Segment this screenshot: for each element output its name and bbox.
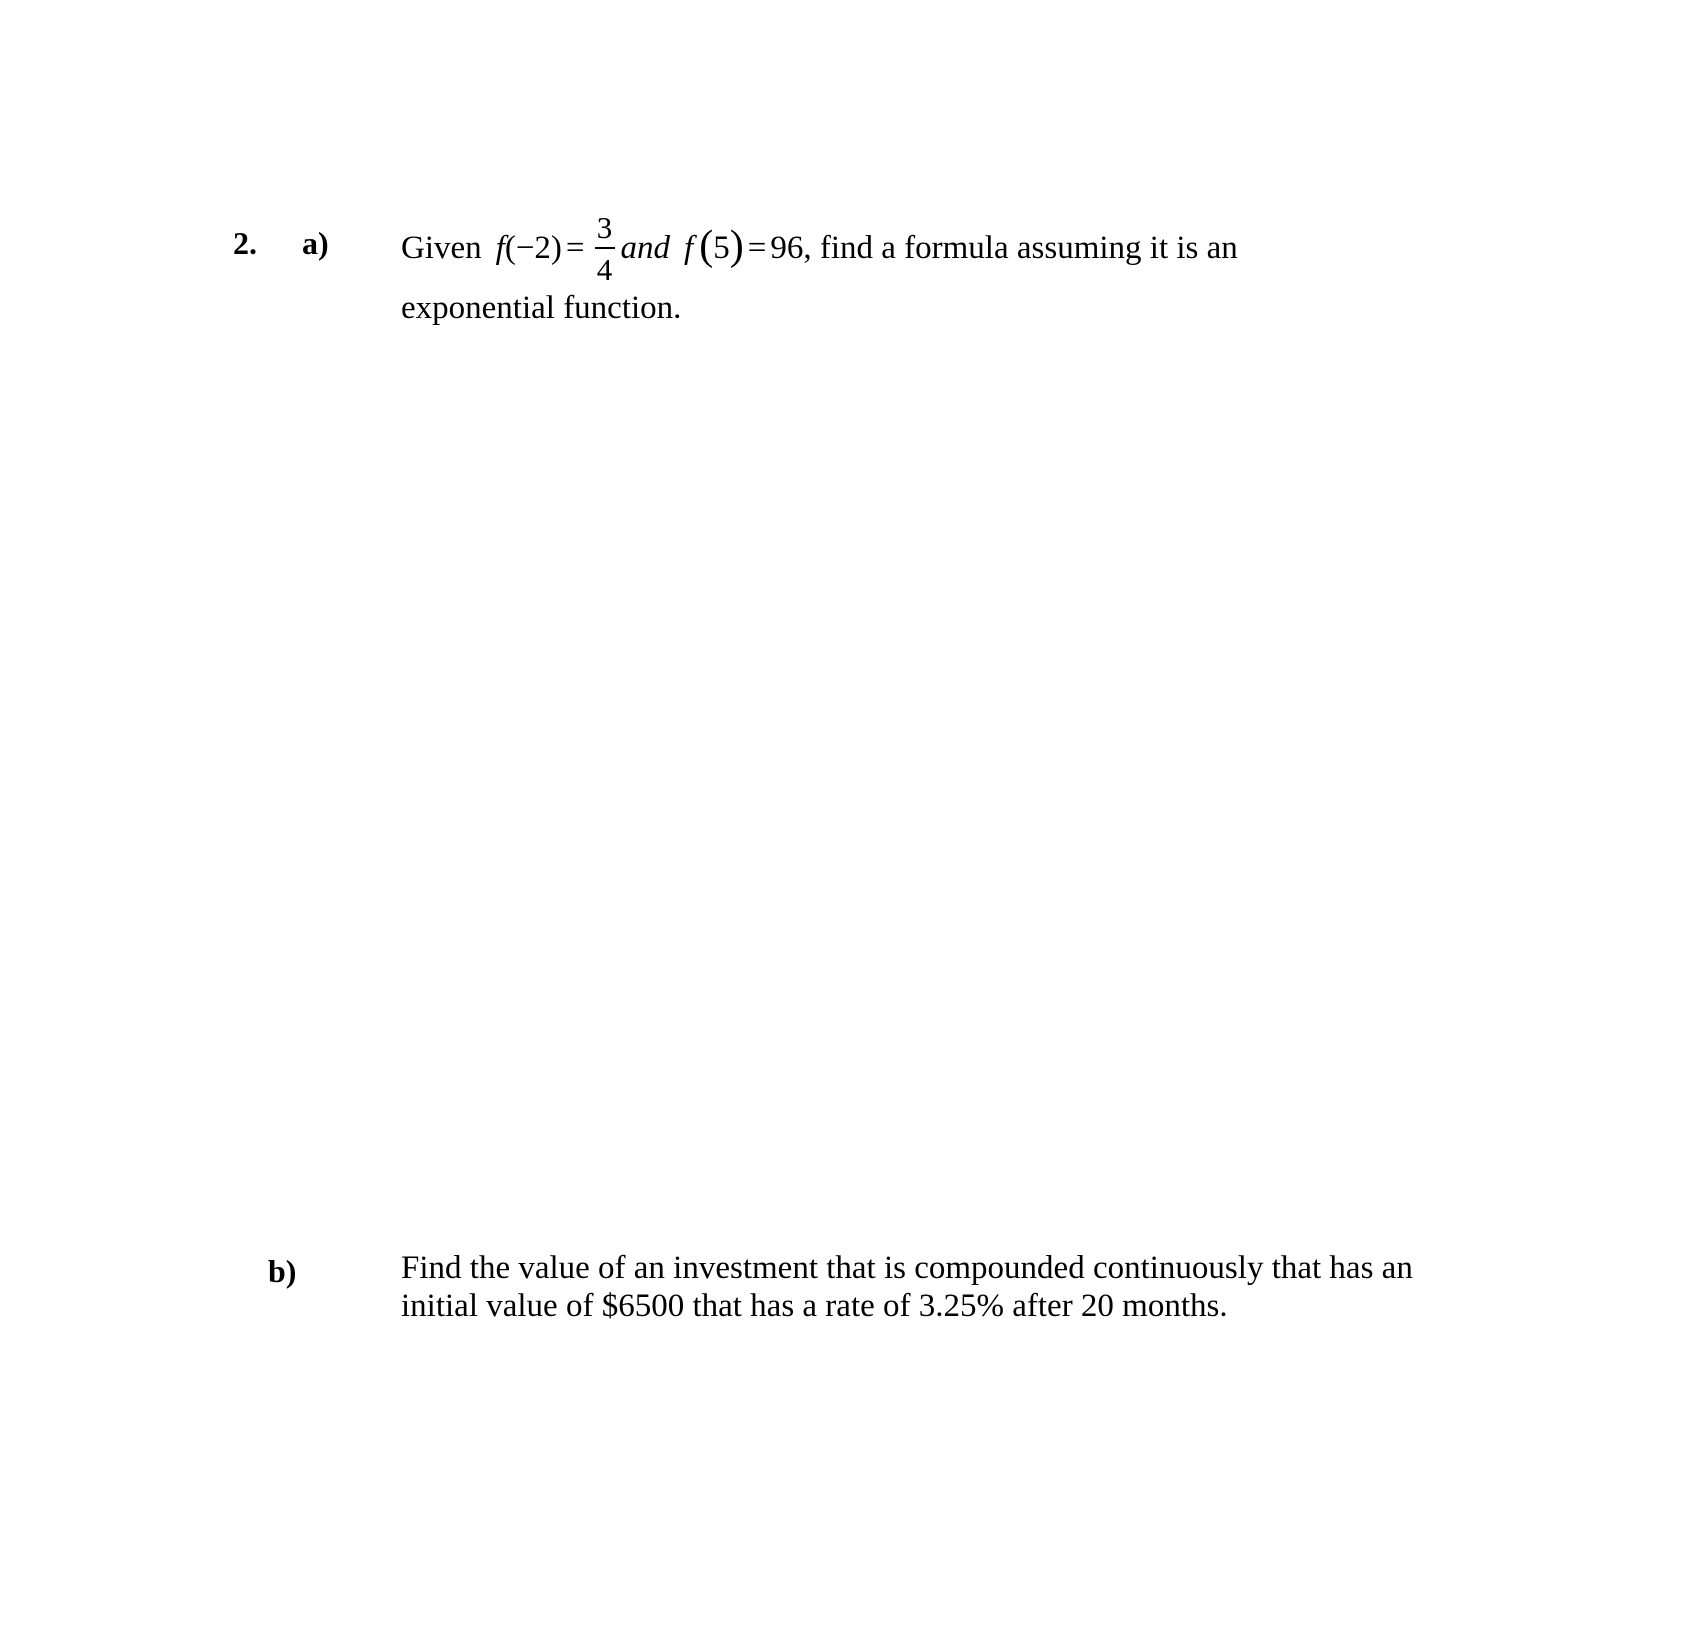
part-b-prompt-line1: Find the value of an investment that is compounded continuously that has an [401, 1250, 1413, 1286]
open-paren: ( [699, 223, 714, 269]
equals-sign: = [565, 229, 585, 266]
part-b-label: b) [268, 1253, 297, 1289]
function-argument-5: 5 [713, 229, 730, 266]
function-f-symbol-2: f [684, 229, 694, 266]
part-a-prompt-line1 [401, 208, 1238, 288]
fraction-bar [595, 247, 615, 249]
prompt-rest-text: , find a formula assuming it is an [803, 229, 1238, 266]
question-number: 2. [233, 225, 257, 261]
function-f-symbol: f [495, 229, 505, 266]
and-word: and [620, 229, 671, 266]
part-a-prompt-line2: exponential function. [401, 290, 682, 326]
fraction-numerator: 3 [596, 209, 613, 245]
part-a-label: a) [302, 225, 329, 261]
function-value-96: 96 [770, 229, 804, 266]
given-word: Given [401, 229, 482, 266]
fraction-denominator: 4 [596, 251, 613, 287]
function-argument-neg2: (−2) [504, 229, 562, 266]
close-paren: ) [729, 223, 744, 269]
equals-sign-2: = [747, 229, 767, 266]
fraction-three-quarters [595, 209, 615, 287]
part-b-prompt-line2: initial value of $6500 that has a rate of 3.25% after 20 months. [401, 1288, 1228, 1324]
